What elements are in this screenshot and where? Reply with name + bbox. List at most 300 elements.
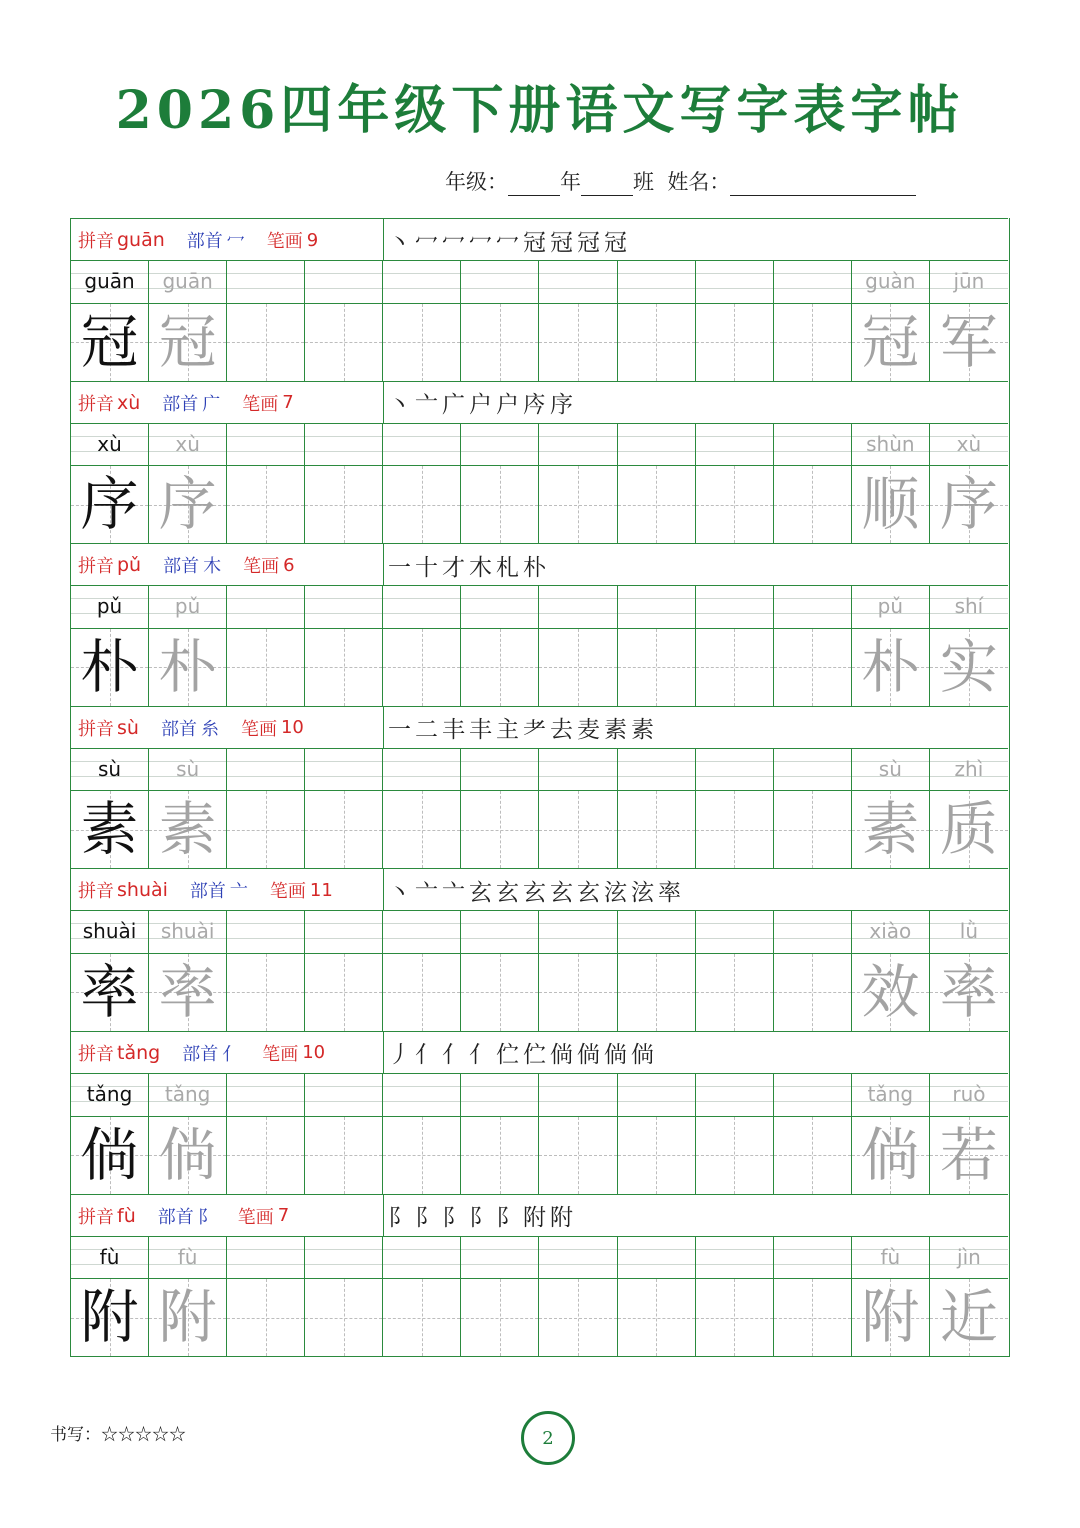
model-character-cell bbox=[71, 1279, 149, 1356]
practice-grid bbox=[70, 218, 1010, 1357]
word-pinyin-cell bbox=[852, 1074, 930, 1116]
stroke-step: 主 bbox=[496, 717, 519, 744]
blank-pinyin-cell[interactable] bbox=[618, 911, 696, 953]
blank-writing-cell[interactable] bbox=[227, 1117, 305, 1194]
character-text: 实 bbox=[939, 632, 998, 701]
class-blank[interactable] bbox=[581, 172, 633, 196]
blank-writing-cell[interactable] bbox=[696, 466, 774, 543]
pinyin-row bbox=[71, 910, 1008, 953]
radical-value: 木 bbox=[203, 556, 222, 578]
blank-writing-cell[interactable] bbox=[696, 954, 774, 1031]
blank-pinyin-cell[interactable] bbox=[305, 424, 383, 466]
blank-pinyin-cell[interactable] bbox=[383, 1237, 461, 1279]
blank-writing-cell[interactable] bbox=[227, 629, 305, 706]
blank-writing-cell[interactable] bbox=[539, 1117, 617, 1194]
stroke-step: 冖 bbox=[469, 229, 492, 256]
blank-writing-cell[interactable] bbox=[227, 304, 305, 381]
pinyin-text: pǔ bbox=[877, 594, 904, 619]
trace-character-cell bbox=[149, 954, 227, 1031]
trace-character-cell bbox=[149, 629, 227, 706]
stroke-order bbox=[384, 219, 1008, 261]
pinyin-text: tǎng bbox=[86, 1081, 133, 1106]
stroke-step: 素 bbox=[631, 717, 654, 744]
stroke-order bbox=[384, 1195, 1008, 1237]
pinyin-text: sù bbox=[97, 756, 122, 781]
stroke-step: 亻 bbox=[469, 1042, 492, 1069]
blank-pinyin-cell[interactable] bbox=[461, 749, 539, 791]
stroke-order bbox=[384, 707, 1008, 749]
blank-writing-cell[interactable] bbox=[461, 1117, 539, 1194]
blank-writing-cell[interactable] bbox=[305, 1279, 383, 1356]
blank-pinyin-cell[interactable] bbox=[539, 424, 617, 466]
strokes-label: 笔画 bbox=[262, 1043, 299, 1065]
blank-pinyin-cell[interactable] bbox=[461, 586, 539, 628]
blank-writing-cell[interactable] bbox=[774, 629, 852, 706]
model-pinyin-cell bbox=[71, 1074, 149, 1116]
pinyin-text: pǔ bbox=[174, 594, 201, 619]
blank-pinyin-cell[interactable] bbox=[774, 424, 852, 466]
blank-writing-cell[interactable] bbox=[305, 629, 383, 706]
blank-pinyin-cell[interactable] bbox=[383, 1074, 461, 1116]
stroke-step: 户 bbox=[469, 392, 492, 419]
character-row bbox=[71, 953, 1008, 1031]
stroke-step: 去 bbox=[550, 717, 573, 744]
stroke-step: 阝 bbox=[415, 1205, 438, 1232]
blank-writing-cell[interactable] bbox=[618, 629, 696, 706]
blank-pinyin-cell[interactable] bbox=[539, 749, 617, 791]
pinyin-text: lǜ bbox=[959, 919, 979, 944]
stroke-step: 丿 bbox=[388, 1042, 411, 1069]
character-row bbox=[71, 1278, 1008, 1356]
strokes-label: 笔画 bbox=[237, 1206, 274, 1228]
class-unit: 班 bbox=[633, 170, 654, 194]
pinyin-text: jūn bbox=[953, 269, 985, 293]
pinyin-text: guān bbox=[162, 269, 213, 293]
stroke-step: 亻 bbox=[442, 1042, 465, 1069]
pinyin-label: 拼音 bbox=[78, 231, 114, 252]
blank-writing-cell[interactable] bbox=[696, 1279, 774, 1356]
stroke-step: 冠 bbox=[604, 229, 627, 256]
pinyin-text: shuài bbox=[160, 919, 215, 944]
pinyin-text: shí bbox=[954, 594, 984, 619]
blank-pinyin-cell[interactable] bbox=[774, 1074, 852, 1116]
word-character-cell bbox=[930, 304, 1008, 381]
blank-writing-cell[interactable] bbox=[618, 1117, 696, 1194]
stroke-step: 泫 bbox=[631, 879, 654, 906]
stroke-step: 序 bbox=[550, 392, 573, 419]
blank-writing-cell[interactable] bbox=[774, 1117, 852, 1194]
pinyin-value: sù bbox=[117, 716, 139, 739]
blank-pinyin-cell[interactable] bbox=[383, 911, 461, 953]
blank-pinyin-cell[interactable] bbox=[383, 586, 461, 628]
character-block bbox=[71, 868, 1008, 1031]
blank-writing-cell[interactable] bbox=[383, 304, 461, 381]
character-text: 朴 bbox=[80, 632, 139, 701]
character-text: 附 bbox=[158, 1283, 217, 1352]
pinyin-text: xiào bbox=[869, 919, 912, 944]
blank-pinyin-cell[interactable] bbox=[383, 424, 461, 466]
word-pinyin-cell bbox=[930, 1237, 1008, 1279]
model-pinyin-cell bbox=[71, 586, 149, 628]
word-character-cell bbox=[930, 466, 1008, 543]
model-character-cell bbox=[71, 954, 149, 1031]
character-text: 若 bbox=[939, 1120, 998, 1189]
blank-pinyin-cell[interactable] bbox=[774, 1237, 852, 1279]
word-pinyin-cell bbox=[852, 749, 930, 791]
blank-pinyin-cell[interactable] bbox=[539, 911, 617, 953]
radical-value: 阝 bbox=[197, 1206, 216, 1228]
blank-writing-cell[interactable] bbox=[383, 954, 461, 1031]
stroke-step: 丰 bbox=[469, 717, 492, 744]
blank-writing-cell[interactable] bbox=[618, 466, 696, 543]
trace-character-cell bbox=[149, 791, 227, 868]
blank-pinyin-cell[interactable] bbox=[696, 749, 774, 791]
blank-pinyin-cell[interactable] bbox=[305, 1074, 383, 1116]
pinyin-value: xù bbox=[117, 391, 141, 414]
word-character-cell bbox=[930, 1279, 1008, 1356]
blank-pinyin-cell[interactable] bbox=[618, 749, 696, 791]
blank-writing-cell[interactable] bbox=[774, 954, 852, 1031]
blank-writing-cell[interactable] bbox=[774, 304, 852, 381]
character-info-row bbox=[71, 218, 1008, 260]
pinyin-text: tǎng bbox=[867, 1081, 914, 1106]
stroke-step: 丶 bbox=[388, 229, 411, 256]
blank-pinyin-cell[interactable] bbox=[618, 261, 696, 303]
blank-pinyin-cell[interactable] bbox=[461, 911, 539, 953]
stroke-step: 亠 bbox=[442, 879, 465, 906]
character-block bbox=[71, 543, 1008, 706]
blank-pinyin-cell[interactable] bbox=[227, 1074, 305, 1116]
character-block bbox=[71, 1031, 1008, 1194]
character-meta bbox=[71, 219, 384, 261]
stroke-step: 玄 bbox=[550, 879, 573, 906]
blank-writing-cell[interactable] bbox=[618, 791, 696, 868]
stroke-step: 木 bbox=[469, 554, 492, 581]
pinyin-text: sù bbox=[176, 756, 200, 781]
character-text: 附 bbox=[80, 1283, 139, 1352]
writing-rating bbox=[50, 1420, 186, 1445]
stroke-step: 二 bbox=[415, 717, 438, 744]
word-pinyin-cell bbox=[930, 424, 1008, 466]
pinyin-row bbox=[71, 748, 1008, 791]
strokes-label: 笔画 bbox=[266, 231, 303, 252]
stroke-step: 玄 bbox=[496, 879, 519, 906]
blank-writing-cell[interactable] bbox=[305, 304, 383, 381]
stroke-step: 冠 bbox=[550, 229, 573, 256]
blank-pinyin-cell[interactable] bbox=[305, 261, 383, 303]
strokes-value: 10 bbox=[302, 1042, 326, 1064]
blank-pinyin-cell[interactable] bbox=[461, 1074, 539, 1116]
radical-value: 亠 bbox=[229, 881, 248, 903]
character-text: 军 bbox=[939, 307, 998, 376]
character-text: 率 bbox=[158, 957, 217, 1026]
stroke-step: 朴 bbox=[523, 554, 546, 581]
blank-writing-cell[interactable] bbox=[774, 466, 852, 543]
character-text: 倘 bbox=[158, 1120, 217, 1189]
pinyin-text: xù bbox=[175, 431, 200, 456]
stroke-order bbox=[384, 544, 1008, 586]
stroke-step: 庈 bbox=[523, 392, 546, 419]
word-pinyin-cell bbox=[852, 261, 930, 303]
radical-label: 部首 bbox=[163, 556, 200, 578]
radical-label: 部首 bbox=[182, 1043, 219, 1065]
pinyin-text: zhì bbox=[954, 756, 984, 781]
pinyin-row bbox=[71, 585, 1008, 628]
strokes-value: 7 bbox=[277, 1205, 290, 1227]
model-character-cell bbox=[71, 629, 149, 706]
stroke-order bbox=[384, 869, 1008, 911]
character-text: 序 bbox=[80, 470, 139, 539]
word-pinyin-cell bbox=[852, 424, 930, 466]
rating-stars[interactable]: ☆☆☆☆☆ bbox=[101, 1425, 186, 1445]
character-block bbox=[71, 1194, 1008, 1357]
blank-pinyin-cell[interactable] bbox=[539, 586, 617, 628]
pinyin-text: guān bbox=[84, 269, 135, 293]
blank-pinyin-cell[interactable] bbox=[774, 261, 852, 303]
blank-writing-cell[interactable] bbox=[696, 304, 774, 381]
strokes-label: 笔画 bbox=[242, 393, 279, 415]
stroke-step: 才 bbox=[442, 554, 465, 581]
blank-writing-cell[interactable] bbox=[227, 466, 305, 543]
trace-pinyin-cell bbox=[149, 261, 227, 303]
word-character-cell bbox=[930, 791, 1008, 868]
year-unit: 年 bbox=[560, 170, 581, 194]
blank-writing-cell[interactable] bbox=[618, 304, 696, 381]
blank-writing-cell[interactable] bbox=[539, 466, 617, 543]
blank-pinyin-cell[interactable] bbox=[774, 911, 852, 953]
trace-character-cell bbox=[149, 1279, 227, 1356]
blank-pinyin-cell[interactable] bbox=[227, 261, 305, 303]
pinyin-row bbox=[71, 1236, 1008, 1279]
character-text: 冠 bbox=[80, 307, 139, 376]
pinyin-row bbox=[71, 423, 1008, 466]
blank-writing-cell[interactable] bbox=[774, 791, 852, 868]
pinyin-text: xù bbox=[97, 431, 122, 456]
stroke-step: 玄 bbox=[577, 879, 600, 906]
blank-writing-cell[interactable] bbox=[774, 1279, 852, 1356]
trace-character-cell bbox=[149, 304, 227, 381]
blank-pinyin-cell[interactable] bbox=[774, 586, 852, 628]
blank-writing-cell[interactable] bbox=[227, 954, 305, 1031]
blank-writing-cell[interactable] bbox=[383, 1117, 461, 1194]
blank-pinyin-cell[interactable] bbox=[461, 1237, 539, 1279]
stroke-step: 阝 bbox=[469, 1205, 492, 1232]
blank-pinyin-cell[interactable] bbox=[618, 424, 696, 466]
blank-writing-cell[interactable] bbox=[461, 1279, 539, 1356]
blank-writing-cell[interactable] bbox=[539, 1279, 617, 1356]
trace-pinyin-cell bbox=[149, 1237, 227, 1279]
blank-pinyin-cell[interactable] bbox=[696, 586, 774, 628]
blank-writing-cell[interactable] bbox=[383, 1279, 461, 1356]
stroke-step: 户 bbox=[496, 392, 519, 419]
page-title: 2026四年级下册语文写字表字帖 bbox=[115, 80, 965, 141]
trace-pinyin-cell bbox=[149, 424, 227, 466]
word-character-cell bbox=[930, 629, 1008, 706]
character-info-row bbox=[71, 868, 1008, 910]
blank-writing-cell[interactable] bbox=[305, 466, 383, 543]
blank-writing-cell[interactable] bbox=[696, 791, 774, 868]
blank-pinyin-cell[interactable] bbox=[461, 424, 539, 466]
blank-pinyin-cell[interactable] bbox=[227, 1237, 305, 1279]
strokes-value: 11 bbox=[309, 879, 333, 901]
blank-pinyin-cell[interactable] bbox=[383, 749, 461, 791]
blank-pinyin-cell[interactable] bbox=[774, 749, 852, 791]
grade-label: 年级： bbox=[445, 170, 508, 194]
word-pinyin-cell bbox=[852, 1237, 930, 1279]
stroke-step: 丰 bbox=[442, 717, 465, 744]
character-text: 率 bbox=[939, 957, 998, 1026]
pinyin-text: ruò bbox=[952, 1081, 986, 1106]
blank-pinyin-cell[interactable] bbox=[227, 424, 305, 466]
model-character-cell bbox=[71, 304, 149, 381]
radical-label: 部首 bbox=[162, 393, 199, 415]
character-block bbox=[71, 218, 1008, 381]
stroke-step: 十 bbox=[415, 554, 438, 581]
character-row bbox=[71, 465, 1008, 543]
stroke-step: 冖 bbox=[442, 229, 465, 256]
radical-label: 部首 bbox=[160, 718, 197, 740]
stroke-step: 冠 bbox=[523, 229, 546, 256]
trace-character-cell bbox=[149, 466, 227, 543]
pinyin-value: tǎng bbox=[117, 1041, 161, 1064]
blank-pinyin-cell[interactable] bbox=[227, 586, 305, 628]
blank-writing-cell[interactable] bbox=[539, 954, 617, 1031]
blank-pinyin-cell[interactable] bbox=[305, 749, 383, 791]
grade-year-blank[interactable] bbox=[508, 172, 560, 196]
strokes-label: 笔画 bbox=[269, 881, 306, 903]
word-character-cell bbox=[852, 466, 930, 543]
blank-writing-cell[interactable] bbox=[383, 466, 461, 543]
name-blank[interactable] bbox=[730, 172, 916, 196]
pinyin-text: sù bbox=[878, 756, 902, 781]
model-pinyin-cell bbox=[71, 261, 149, 303]
word-pinyin-cell bbox=[930, 1074, 1008, 1116]
stroke-step: 倘 bbox=[631, 1042, 654, 1069]
radical-label: 部首 bbox=[157, 1206, 194, 1228]
pinyin-row bbox=[71, 260, 1008, 303]
blank-writing-cell[interactable] bbox=[618, 954, 696, 1031]
blank-writing-cell[interactable] bbox=[696, 629, 774, 706]
blank-pinyin-cell[interactable] bbox=[305, 911, 383, 953]
pinyin-row bbox=[71, 1073, 1008, 1116]
blank-pinyin-cell[interactable] bbox=[227, 911, 305, 953]
blank-writing-cell[interactable] bbox=[539, 629, 617, 706]
trace-pinyin-cell bbox=[149, 749, 227, 791]
character-text: 朴 bbox=[158, 632, 217, 701]
blank-pinyin-cell[interactable] bbox=[618, 1074, 696, 1116]
character-text: 质 bbox=[939, 795, 998, 864]
stroke-order bbox=[384, 1032, 1008, 1074]
stroke-step: 冖 bbox=[415, 229, 438, 256]
stroke-step: 亠 bbox=[415, 392, 438, 419]
blank-writing-cell[interactable] bbox=[461, 629, 539, 706]
blank-writing-cell[interactable] bbox=[305, 954, 383, 1031]
character-meta bbox=[71, 1195, 384, 1237]
stroke-step: 一 bbox=[388, 554, 411, 581]
blank-writing-cell[interactable] bbox=[539, 791, 617, 868]
character-row bbox=[71, 790, 1008, 868]
blank-writing-cell[interactable] bbox=[305, 1117, 383, 1194]
trace-pinyin-cell bbox=[149, 586, 227, 628]
word-pinyin-cell bbox=[852, 911, 930, 953]
character-meta bbox=[71, 382, 384, 424]
blank-pinyin-cell[interactable] bbox=[305, 586, 383, 628]
character-text: 冠 bbox=[861, 307, 920, 376]
blank-writing-cell[interactable] bbox=[696, 1117, 774, 1194]
character-text: 倘 bbox=[80, 1120, 139, 1189]
word-pinyin-cell bbox=[852, 586, 930, 628]
stroke-step: 一 bbox=[388, 717, 411, 744]
blank-writing-cell[interactable] bbox=[461, 466, 539, 543]
word-character-cell bbox=[852, 1279, 930, 1356]
character-text: 序 bbox=[158, 470, 217, 539]
radical-label: 部首 bbox=[186, 231, 223, 252]
blank-writing-cell[interactable] bbox=[618, 1279, 696, 1356]
blank-writing-cell[interactable] bbox=[461, 954, 539, 1031]
blank-pinyin-cell[interactable] bbox=[696, 1237, 774, 1279]
blank-pinyin-cell[interactable] bbox=[696, 1074, 774, 1116]
blank-pinyin-cell[interactable] bbox=[539, 1237, 617, 1279]
blank-pinyin-cell[interactable] bbox=[383, 261, 461, 303]
character-meta bbox=[71, 1032, 384, 1074]
blank-writing-cell[interactable] bbox=[305, 791, 383, 868]
blank-pinyin-cell[interactable] bbox=[696, 911, 774, 953]
blank-writing-cell[interactable] bbox=[383, 629, 461, 706]
blank-pinyin-cell[interactable] bbox=[539, 1074, 617, 1116]
blank-writing-cell[interactable] bbox=[227, 791, 305, 868]
character-info-row bbox=[71, 1031, 1008, 1073]
blank-writing-cell[interactable] bbox=[227, 1279, 305, 1356]
blank-writing-cell[interactable] bbox=[461, 791, 539, 868]
trace-pinyin-cell bbox=[149, 911, 227, 953]
radical-label: 部首 bbox=[189, 881, 226, 903]
pinyin-text: fù bbox=[880, 1244, 901, 1269]
word-character-cell bbox=[930, 954, 1008, 1031]
blank-writing-cell[interactable] bbox=[383, 791, 461, 868]
character-row bbox=[71, 1116, 1008, 1194]
pinyin-value: fù bbox=[117, 1204, 136, 1227]
character-text: 朴 bbox=[861, 632, 920, 701]
blank-pinyin-cell[interactable] bbox=[461, 261, 539, 303]
pinyin-text: pǔ bbox=[96, 594, 123, 619]
page-number: 2 bbox=[542, 1427, 554, 1449]
stroke-step: 素 bbox=[604, 717, 627, 744]
character-block bbox=[71, 706, 1008, 869]
character-text: 顺 bbox=[861, 470, 920, 539]
pinyin-label: 拼音 bbox=[78, 1043, 114, 1065]
blank-pinyin-cell[interactable] bbox=[305, 1237, 383, 1279]
word-character-cell bbox=[852, 791, 930, 868]
character-text: 素 bbox=[80, 795, 139, 864]
pinyin-text: tǎng bbox=[164, 1081, 211, 1106]
pinyin-label: 拼音 bbox=[78, 1206, 114, 1228]
blank-writing-cell[interactable] bbox=[461, 304, 539, 381]
blank-writing-cell[interactable] bbox=[539, 304, 617, 381]
stroke-step: 泫 bbox=[604, 879, 627, 906]
blank-pinyin-cell[interactable] bbox=[618, 586, 696, 628]
blank-pinyin-cell[interactable] bbox=[227, 749, 305, 791]
trace-character-cell bbox=[149, 1117, 227, 1194]
pinyin-label: 拼音 bbox=[78, 881, 114, 903]
blank-pinyin-cell[interactable] bbox=[696, 261, 774, 303]
blank-pinyin-cell[interactable] bbox=[539, 261, 617, 303]
blank-pinyin-cell[interactable] bbox=[696, 424, 774, 466]
blank-pinyin-cell[interactable] bbox=[618, 1237, 696, 1279]
stroke-step: 丶 bbox=[388, 392, 411, 419]
pinyin-text: shùn bbox=[866, 431, 915, 456]
character-text: 率 bbox=[80, 957, 139, 1026]
stroke-step: 伫 bbox=[496, 1042, 519, 1069]
